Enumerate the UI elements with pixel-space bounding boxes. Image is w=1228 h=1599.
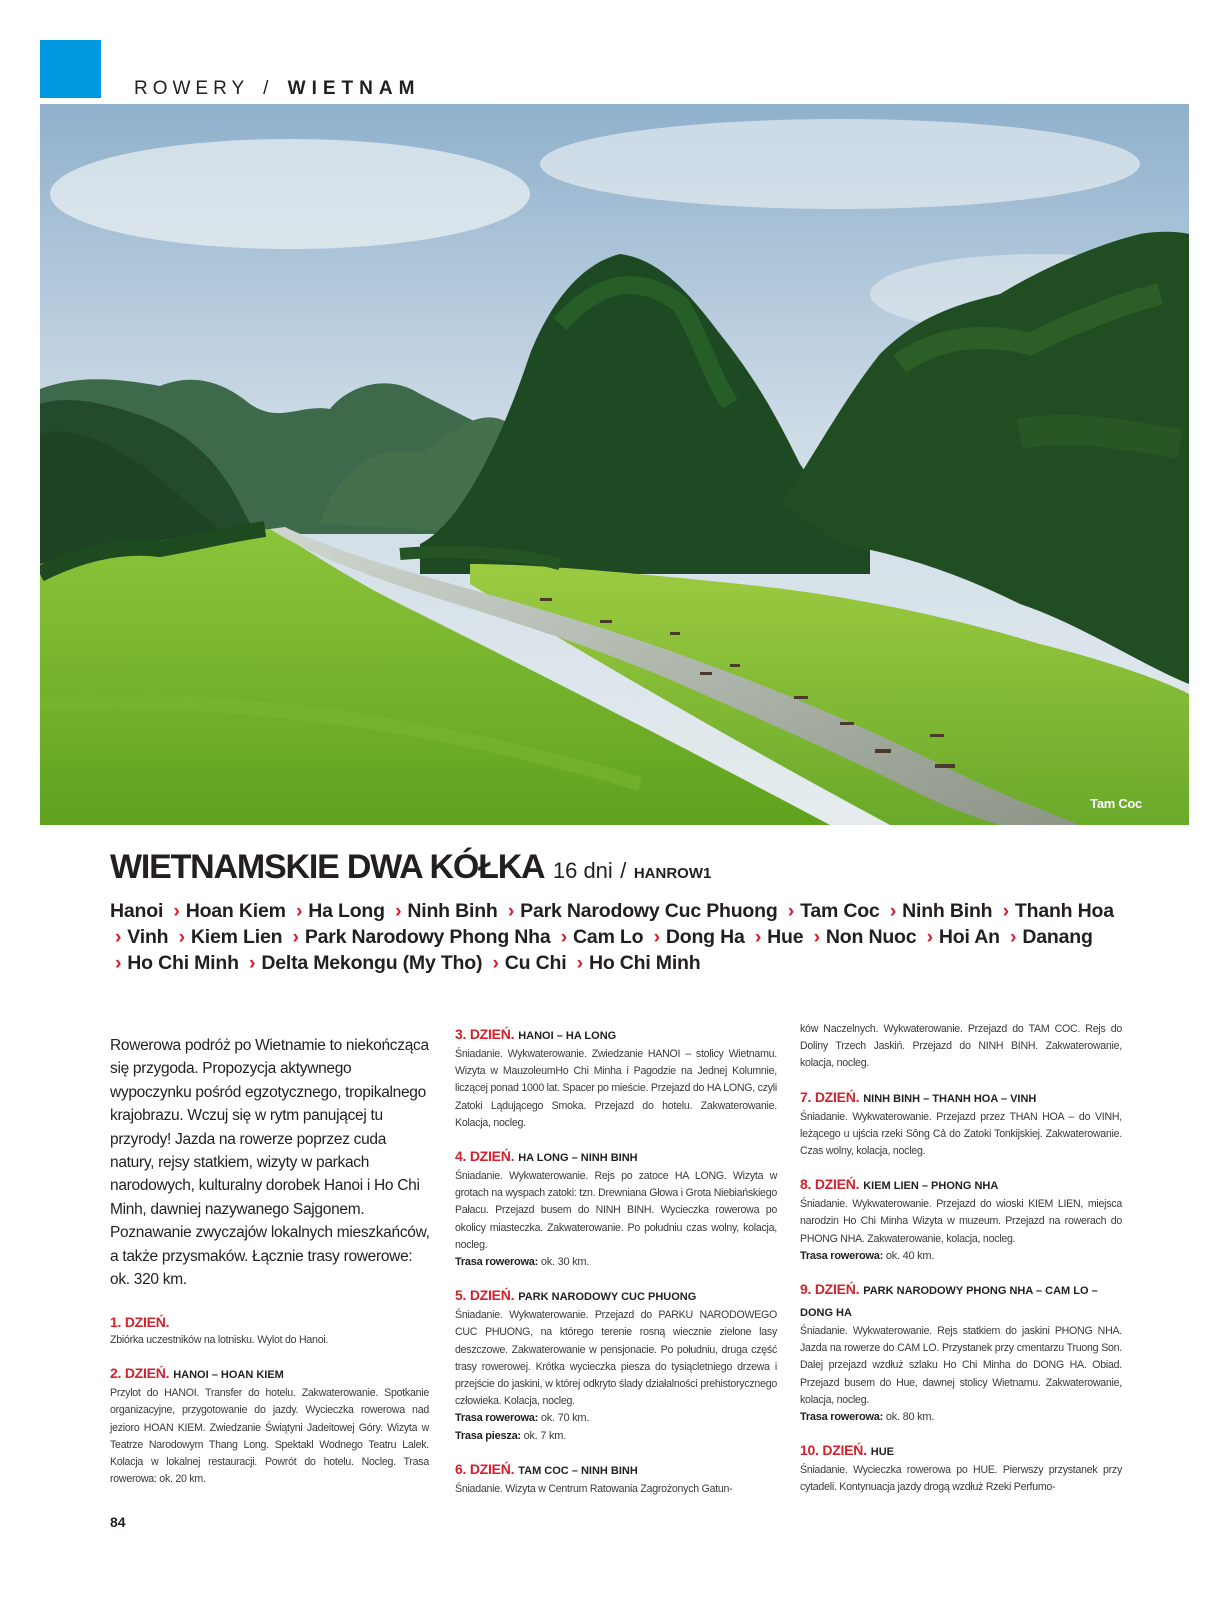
day-description: Śniadanie. Wykwaterowanie. Rejs po zatoce HA LONG. Wizyta w grotach na wyspach zatoki: tzn. Drewniana Głowa i Grota Niebiańskiego Pałacu. Przejazd busem do NINH BINH. Wycieczka rowerowa po okolicy miasteczka. Zakwaterowanie. Po południu czas wolny, kolacja, nocleg.: [455, 1170, 777, 1251]
day-label: 1. DZIEŃ.: [110, 1314, 170, 1330]
route-stop-label: Ho Chi Minh: [127, 952, 239, 974]
day-heading: [800, 1174, 1122, 1196]
day-label: 9. DZIEŃ.: [800, 1281, 860, 1298]
day-places: HANOI – HOAN KIEM: [173, 1369, 284, 1382]
route-stop: [922, 926, 1000, 948]
stat-value: ok. 40 km.: [883, 1249, 935, 1262]
route-arrow-icon: ›: [889, 900, 897, 922]
day-route-stat: [800, 1409, 1122, 1426]
page-number: 84: [110, 1514, 126, 1530]
itinerary-day: [110, 1363, 429, 1488]
itinerary-day: [455, 1285, 777, 1445]
route-stop-label: Park Narodowy Phong Nha: [304, 926, 551, 948]
day-label: 2. DZIEŃ.: [110, 1365, 170, 1382]
stat-label: Trasa rowerowa:: [455, 1256, 539, 1269]
day-heading: [800, 1087, 1122, 1109]
route-stop: [783, 900, 880, 922]
route-arrow-icon: ›: [754, 926, 762, 948]
route-stop-label: Dong Ha: [665, 926, 745, 948]
tour-title: WIETNAMSKIE DWA KÓŁKA: [110, 848, 545, 886]
stat-label: Trasa piesza:: [455, 1429, 521, 1442]
route-stop: [1005, 926, 1093, 948]
day-heading: [110, 1312, 429, 1332]
day-6-continuation: ków Naczelnych. Wykwaterowanie. Przejazd do TAM COC. Rejs do Doliny Trzech Jaskiń. Przejazd do NINH BINH. Zakwaterowanie, kolacja, nocleg.: [800, 1023, 1122, 1070]
itinerary-column-2: [455, 1024, 777, 1498]
route-list: [110, 898, 1120, 976]
day-places: HA LONG – NINH BINH: [518, 1152, 638, 1165]
route-arrow-icon: ›: [115, 926, 122, 948]
day-label: 3. DZIEŃ.: [455, 1026, 515, 1042]
tour-duration: 16 dni: [552, 858, 613, 883]
tour-code: HANROW1: [633, 865, 712, 882]
route-stop-label: Hoan Kiem: [185, 900, 286, 922]
itinerary-day: [800, 1440, 1122, 1496]
day-route-stat: [455, 1410, 777, 1427]
route-arrow-icon: ›: [576, 952, 583, 974]
tour-heading: [110, 848, 711, 887]
day-heading: [455, 1146, 777, 1168]
route-stop: [885, 900, 993, 922]
day-places: PARK NARODOWY PHONG NHA – CAM LO – DONG HA: [800, 1285, 1098, 1320]
itinerary-day: [455, 1024, 777, 1132]
route-arrow-icon: ›: [115, 952, 122, 974]
route-stop: [572, 952, 701, 974]
route-stop: [110, 900, 163, 922]
stat-label: Trasa rowerowa:: [800, 1249, 884, 1262]
day-heading: [800, 1279, 1122, 1323]
itinerary-day: [455, 1459, 777, 1498]
route-stop-label: Thanh Hoa: [1014, 900, 1114, 922]
itinerary-day: [110, 1312, 429, 1349]
route-stop-label: Hue: [767, 926, 804, 948]
day-description: Śniadanie. Wykwaterowanie. Przejazd przez THAN HOA – do VINH, leżącego u ujścia rzeki Sông Cả do Zatoki Tonkijskiej. Zakwaterowanie. Czas wolny, kolacja, nocleg.: [800, 1110, 1122, 1158]
route-stop-label: Ninh Binh: [902, 900, 993, 922]
route-arrow-icon: ›: [492, 952, 499, 974]
route-arrow-icon: ›: [813, 926, 820, 948]
route-arrow-icon: ›: [173, 900, 180, 922]
day-heading: [800, 1440, 1122, 1462]
stat-value: ok. 30 km.: [538, 1256, 590, 1269]
section-color-block: [40, 40, 101, 98]
route-arrow-icon: ›: [787, 900, 795, 922]
route-stop-label: Danang: [1022, 926, 1093, 948]
stat-value: ok. 80 km.: [883, 1411, 935, 1424]
day-places: NINH BINH – THANH HOA – VINH: [863, 1092, 1037, 1105]
route-arrow-icon: ›: [926, 926, 933, 948]
route-stop: [288, 926, 551, 948]
stat-value: ok. 7 km.: [520, 1429, 567, 1442]
route-arrow-icon: ›: [1002, 900, 1009, 922]
day-route-stat: [455, 1428, 777, 1445]
day-description: Śniadanie. Wykwaterowanie. Zwiedzanie HANOI – stolicy Wietnamu. Wizyta w MauzoleumHo Chi Minha i Pagodzie na Jednej Kolumnie, liczącej ponad 1000 lat. Spacer po mieście. Przejazd do HA LONG, czyli Zatoki Lądującego Smoka. Przejazd do hotelu. Zakwaterowanie. Kolacja, nocleg.: [455, 1048, 777, 1129]
day-description: Przylot do HANOI. Transfer do hotelu. Zakwaterowanie. Spotkanie organizacyjne, przygotowanie do jazdy. Wycieczka rowerowa nad jezioro HOAN KIEM. Zwiedzanie Świątyni Jadeitowej Góry. Wizyta w Teatrze Narodowym Thang Long. Spektakl Wodnego Teatru Lalek. Kolacja w lokalnej restauracji. Powrót do hotelu. Nocleg. Trasa rowerowa: ok. 20 km.: [110, 1387, 429, 1486]
itinerary-column-3: [800, 1021, 1122, 1497]
route-stop: [556, 926, 644, 948]
route-stop: [809, 926, 917, 948]
route-stop: [503, 900, 778, 922]
day-label: 10. DZIEŃ.: [800, 1442, 867, 1459]
day-description: Śniadanie. Wycieczka rowerowa po HUE. Pierwszy przystanek przy cytadeli. Kontynuacja jazdy drogą wzdłuż Rzeki Perfumo-: [800, 1464, 1122, 1494]
day-label: 7. DZIEŃ.: [800, 1088, 860, 1105]
route-arrow-icon: ›: [295, 900, 303, 922]
route-stop: [291, 900, 385, 922]
route-stop-label: Ho Chi Minh: [588, 952, 701, 974]
route-arrow-icon: ›: [1010, 926, 1017, 948]
stat-value: ok. 70 km.: [538, 1412, 590, 1425]
day-places: KIEM LIEN – PHONG NHA: [863, 1180, 999, 1193]
day-description: Śniadanie. Wizyta w Centrum Ratowania Zagrożonych Gatun-: [455, 1482, 733, 1495]
itinerary-day: [800, 1087, 1122, 1161]
route-stop-label: Ninh Binh: [407, 900, 498, 922]
itinerary-column-1: [110, 1312, 429, 1488]
route-stop: [649, 926, 745, 948]
route-arrow-icon: ›: [178, 926, 185, 948]
day-places: PARK NARODOWY CUC PHUONG: [518, 1291, 697, 1304]
day-label: 8. DZIEŃ.: [800, 1176, 860, 1193]
day-label: 5. DZIEŃ.: [455, 1287, 515, 1304]
route-arrow-icon: ›: [395, 900, 402, 922]
route-stop: [244, 952, 482, 974]
route-stop-label: Non Nuoc: [825, 926, 917, 948]
itinerary-day: [800, 1279, 1122, 1426]
landscape-illustration: [40, 104, 1189, 825]
route-stop: [390, 900, 498, 922]
hero-photo: [40, 104, 1189, 825]
route-arrow-icon: ›: [653, 926, 660, 948]
day-heading: [455, 1285, 777, 1307]
route-stop-label: Cam Lo: [573, 926, 644, 948]
section-label: [134, 78, 420, 100]
stat-label: Trasa rowerowa:: [455, 1412, 539, 1425]
route-stop: [174, 926, 283, 948]
route-stop-label: Tam Coc: [800, 900, 880, 922]
day-places: TAM COC – NINH BINH: [518, 1464, 638, 1477]
route-arrow-icon: ›: [507, 900, 515, 922]
day-label: 4. DZIEŃ.: [455, 1148, 515, 1165]
intro-paragraph: Rowerowa podróż po Wietnamie to niekończąca się przygoda. Propozycja aktywnego wypoczynku pośród egzotycznego, tropikalnego krajobrazu. Wczuj się w rytm panującej tu przyrody! Jazda na rowerze poprzez cuda natury, rejsy statkiem, wizyty w parkach narodowych, kulturalny dorobek Hanoi i Ho Chi Minh, dawniej nazywanego Sajgonem. Poznawanie zwyczajów lokalnych mieszkańców, a także przysmaków. Łącznie trasy rowerowe: ok. 320 km.: [110, 1037, 430, 1289]
day-description: Zbiórka uczestników na lotnisku. Wylot do Hanoi.: [110, 1334, 329, 1346]
section-country: WIETNAM: [287, 78, 421, 99]
tour-separator: /: [620, 858, 627, 883]
route-stop: [998, 900, 1114, 922]
section-separator: /: [263, 78, 274, 99]
route-arrow-icon: ›: [560, 926, 568, 948]
route-stop-label: Vinh: [127, 926, 169, 948]
route-stop: [168, 900, 285, 922]
photo-caption: Tam Coc: [1090, 796, 1142, 811]
route-stop-label: Delta Mekongu (My Tho): [261, 952, 483, 974]
day-places: HUE: [870, 1446, 894, 1459]
day-label: 6. DZIEŃ.: [455, 1460, 515, 1477]
day-route-stat: [455, 1254, 777, 1271]
day-heading: [455, 1024, 777, 1046]
day-description: Śniadanie. Wykwaterowanie. Przejazd do PARKU NARODOWEGO CUC PHUONG, na którego terenie rosną wiecznie zielone lasy deszczowe. Zakwaterowanie w pensjonacie. Po południu, druga część trasy rowerowej. Krótka wycieczka piesza do tysiącletniego drzewa i przejście do jaskini, w której odkryto ślady działalności prehistorycznego człowieka. Kolacja, nocleg.: [455, 1309, 777, 1408]
day-description: Śniadanie. Wykwaterowanie. Rejs statkiem do jaskini PHONG NHA. Jazda na rowerze do CAM LO. Przystanek przy cmentarzu Truong Son. Dalej przejazd wzdłuż szlaku Ho Chi Minha do DONG HA. Obiad. Przejazd busem do Hue, dawnej stolicy Wietnamu. Zakwaterowanie, kolacja, nocleg.: [800, 1325, 1122, 1406]
day-places: HANOI – HA LONG: [518, 1030, 617, 1042]
day-description: Śniadanie. Wykwaterowanie. Przejazd do wioski KIEM LIEN, miejsca narodzin Ho Chi Minha Wizyta w muzeum. Przejazd na rowerach do PHONG NHA. Zakwaterowanie, kolacja, nocleg.: [800, 1198, 1122, 1245]
route-stop-label: Ha Long: [308, 900, 385, 922]
route-stop: [110, 926, 168, 948]
day-heading: [110, 1363, 429, 1385]
route-stop: [488, 952, 567, 974]
route-stop-label: Hanoi: [110, 900, 164, 922]
route-stop-label: Hoi An: [938, 926, 1000, 948]
itinerary-day: [800, 1174, 1122, 1265]
route-arrow-icon: ›: [292, 926, 299, 948]
itinerary-day: [455, 1146, 777, 1271]
route-stop-label: Cu Chi: [504, 952, 567, 974]
day-heading: [455, 1459, 777, 1481]
route-stop: [750, 926, 804, 948]
day-route-stat: [800, 1248, 1122, 1265]
stat-label: Trasa rowerowa:: [800, 1411, 884, 1424]
route-stop-label: Park Narodowy Cuc Phuong: [520, 900, 778, 922]
route-stop: [110, 952, 239, 974]
section-category: ROWERY: [134, 78, 249, 99]
route-stop-label: Kiem Lien: [190, 926, 283, 948]
route-arrow-icon: ›: [249, 952, 256, 974]
